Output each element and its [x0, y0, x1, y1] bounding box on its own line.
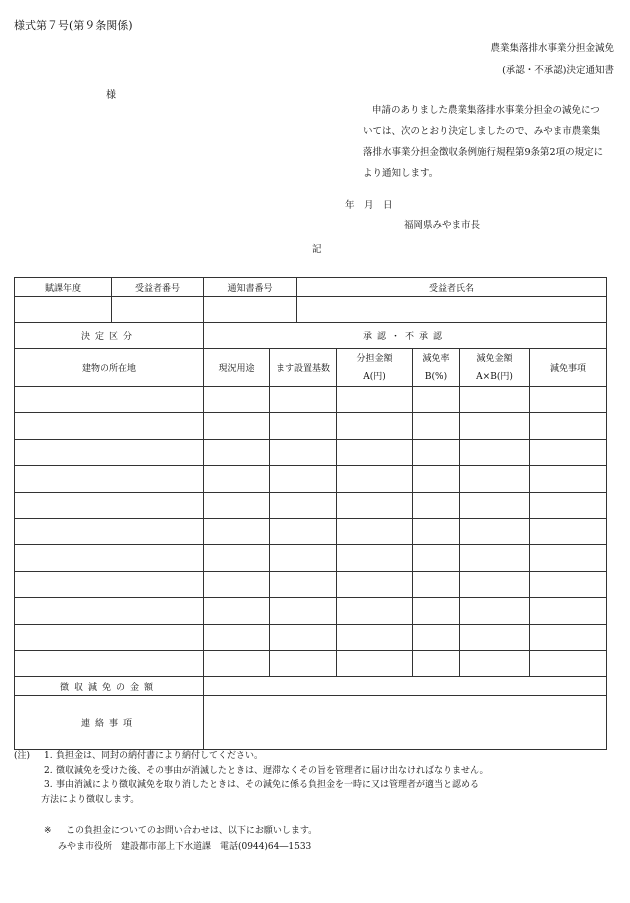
tank-count-cell[interactable] [270, 545, 337, 571]
reduction-amount-label: 減免金額 [476, 353, 513, 364]
tank-count-cell[interactable] [270, 492, 337, 518]
reduction-rate-cell[interactable] [413, 466, 460, 492]
reduction-matter-cell[interactable] [530, 466, 607, 492]
issuer-mayor: 福岡県みやま市長 [404, 220, 481, 231]
reduction-matter-cell[interactable] [530, 492, 607, 518]
reduction-matter-cell[interactable] [530, 387, 607, 413]
current-use-cell[interactable] [204, 387, 270, 413]
tank-count-cell[interactable] [270, 387, 337, 413]
location-cell[interactable] [15, 466, 204, 492]
reduction-amount-cell[interactable] [460, 387, 530, 413]
table-row [15, 466, 607, 492]
paragraph-line: 落排水事業分担金徴収条例施行規程第9条第2項の規定に [363, 147, 604, 158]
notice-paragraph [363, 100, 617, 184]
table-row [15, 571, 607, 597]
share-amount-cell[interactable] [337, 492, 413, 518]
share-amount-unit: A(円) [363, 371, 386, 382]
share-amount-cell[interactable] [337, 466, 413, 492]
reduction-matter-cell[interactable] [530, 598, 607, 624]
form-number: 様式第７号(第９条関係) [14, 19, 133, 32]
notes-label: (注) [14, 751, 31, 761]
share-amount-cell[interactable] [337, 598, 413, 624]
share-amount-label: 分担金額 [356, 353, 393, 364]
current-use-cell[interactable] [204, 492, 270, 518]
reduction-rate-cell[interactable] [413, 387, 460, 413]
document-title-line2: (承認・不承認)決定通知書 [502, 65, 614, 76]
reduction-matter-cell[interactable] [530, 413, 607, 439]
decision-value: 承認・不承認 [204, 323, 607, 349]
reduction-matter-cell[interactable] [530, 571, 607, 597]
reduction-amount-cell[interactable] [460, 413, 530, 439]
header-tank-count: ます設置基数 [270, 349, 337, 387]
contact-matter-cell[interactable] [204, 696, 607, 750]
contact-line2: みやま市役所 建設都市部上下水道課 電話(0944)64―1533 [58, 842, 312, 852]
tank-count-cell[interactable] [270, 466, 337, 492]
table-row [15, 492, 607, 518]
current-use-cell[interactable] [204, 650, 270, 676]
note-number: 1. [44, 751, 53, 761]
share-amount-cell[interactable] [337, 624, 413, 650]
contact-section [44, 823, 317, 855]
reduction-amount-cell[interactable] [460, 650, 530, 676]
reduction-matter-cell[interactable] [530, 545, 607, 571]
table-row [15, 439, 607, 465]
share-amount-cell[interactable] [337, 650, 413, 676]
header-beneficiary-name: 受益者氏名 [297, 278, 607, 297]
addressee-honorific: 様 [106, 90, 116, 101]
header-reduction-matter: 減免事項 [530, 349, 607, 387]
beneficiary-number-cell[interactable] [112, 297, 204, 323]
location-cell[interactable] [15, 571, 204, 597]
document-title-line1: 農業集落排水事業分担金減免 [490, 43, 614, 54]
paragraph-line: いては、次のとおり決定しましたので、みやま市農業集 [363, 126, 601, 137]
current-use-cell[interactable] [204, 439, 270, 465]
header-share-amount [337, 349, 413, 387]
note-item [14, 749, 489, 764]
paragraph-line: より通知します。 [363, 168, 439, 179]
current-use-cell[interactable] [204, 518, 270, 544]
current-use-cell[interactable] [204, 545, 270, 571]
note-number: 2. [44, 765, 53, 776]
contact-matter-label: 連絡事項 [15, 696, 204, 750]
note-text: 負担金は、同封の納付書により納付してください。 [56, 751, 264, 761]
table-row [15, 387, 607, 413]
header-current-use: 現況用途 [204, 349, 270, 387]
tank-count-cell[interactable] [270, 439, 337, 465]
header-building-location: 建物の所在地 [15, 349, 204, 387]
header-reduction-rate [413, 349, 460, 387]
reduction-amount-cell[interactable] [460, 624, 530, 650]
decision-label: 決定区分 [15, 323, 204, 349]
reduction-amount-cell[interactable] [460, 598, 530, 624]
share-amount-cell[interactable] [337, 387, 413, 413]
reduction-rate-cell[interactable] [413, 545, 460, 571]
reduction-amount-cell[interactable] [460, 518, 530, 544]
location-cell[interactable] [15, 492, 204, 518]
header-fiscal-year: 賦課年度 [15, 278, 112, 297]
reduction-amount-cell[interactable] [460, 439, 530, 465]
note-item [14, 778, 489, 807]
share-amount-cell[interactable] [337, 545, 413, 571]
reduction-rate-cell[interactable] [413, 492, 460, 518]
reduction-rate-cell[interactable] [413, 571, 460, 597]
location-cell[interactable] [15, 598, 204, 624]
header-beneficiary-number: 受益者番号 [112, 278, 204, 297]
table-row [15, 545, 607, 571]
rate-unit: B(%) [424, 371, 448, 382]
notice-number-cell[interactable] [204, 297, 297, 323]
location-cell[interactable] [15, 650, 204, 676]
ki-heading: 記 [312, 244, 322, 255]
table-row [15, 624, 607, 650]
table-row [15, 650, 607, 676]
note-text: 事由消滅により徴収減免を取り消したときは、その減免に係る負担金を一時に又は管理者が適当と認める [56, 780, 480, 790]
reduction-amount-cell[interactable] [460, 545, 530, 571]
share-amount-cell[interactable] [337, 413, 413, 439]
reduction-matter-cell[interactable] [530, 650, 607, 676]
tank-count-cell[interactable] [270, 650, 337, 676]
reduction-rate-cell[interactable] [413, 624, 460, 650]
tank-count-cell[interactable] [270, 518, 337, 544]
tank-count-cell[interactable] [270, 413, 337, 439]
reduction-rate-cell[interactable] [413, 598, 460, 624]
tank-count-cell[interactable] [270, 571, 337, 597]
exemption-total-cell[interactable] [204, 677, 607, 696]
location-cell[interactable] [15, 624, 204, 650]
paragraph-line: 申請のありました農業集落排水事業分担金の減免につ [372, 105, 600, 116]
reduction-matter-cell[interactable] [530, 624, 607, 650]
rate-label: 減免率 [422, 353, 450, 364]
note-number: 3. [44, 780, 53, 790]
note-text-continued: 方法により徴収します。 [41, 794, 140, 805]
date-label: 年 月 日 [345, 200, 393, 211]
table-row [15, 413, 607, 439]
header-reduction-amount [460, 349, 530, 387]
current-use-cell[interactable] [204, 598, 270, 624]
reduction-rate-cell[interactable] [413, 413, 460, 439]
note-item [14, 764, 489, 779]
exemption-total-label: 徴収減免の金額 [15, 677, 204, 696]
current-use-cell[interactable] [204, 571, 270, 597]
note-text: 徴収減免を受けた後、その事由が消滅したときは、遅滞なくその旨を管理者に届け出なければなりません。 [56, 765, 489, 776]
reduction-amount-cell[interactable] [460, 466, 530, 492]
table-row [15, 598, 607, 624]
tank-count-cell[interactable] [270, 598, 337, 624]
location-cell[interactable] [15, 545, 204, 571]
reduction-rate-cell[interactable] [413, 650, 460, 676]
reference-mark: ※ [44, 826, 52, 836]
reduction-matter-cell[interactable] [530, 518, 607, 544]
share-amount-cell[interactable] [337, 439, 413, 465]
reduction-amount-cell[interactable] [460, 492, 530, 518]
reduction-rate-cell[interactable] [413, 518, 460, 544]
current-use-cell[interactable] [204, 624, 270, 650]
current-use-cell[interactable] [204, 413, 270, 439]
table-row [15, 518, 607, 544]
location-cell[interactable] [15, 439, 204, 465]
fiscal-year-cell[interactable] [15, 297, 112, 323]
tank-count-cell[interactable] [270, 624, 337, 650]
share-amount-cell[interactable] [337, 518, 413, 544]
reduction-rate-cell[interactable] [413, 439, 460, 465]
beneficiary-name-cell[interactable] [297, 297, 607, 323]
share-amount-cell[interactable] [337, 571, 413, 597]
location-cell[interactable] [15, 413, 204, 439]
reduction-amount-unit: A×B(円) [476, 371, 513, 382]
reduction-amount-cell[interactable] [460, 571, 530, 597]
location-cell[interactable] [15, 518, 204, 544]
location-cell[interactable] [15, 387, 204, 413]
notes-section [14, 749, 489, 807]
header-notice-number: 通知書番号 [204, 278, 297, 297]
reduction-matter-cell[interactable] [530, 439, 607, 465]
decision-table [14, 277, 607, 750]
contact-line1: この負担金についてのお問い合わせは、以下にお願いします。 [66, 826, 318, 836]
current-use-cell[interactable] [204, 466, 270, 492]
